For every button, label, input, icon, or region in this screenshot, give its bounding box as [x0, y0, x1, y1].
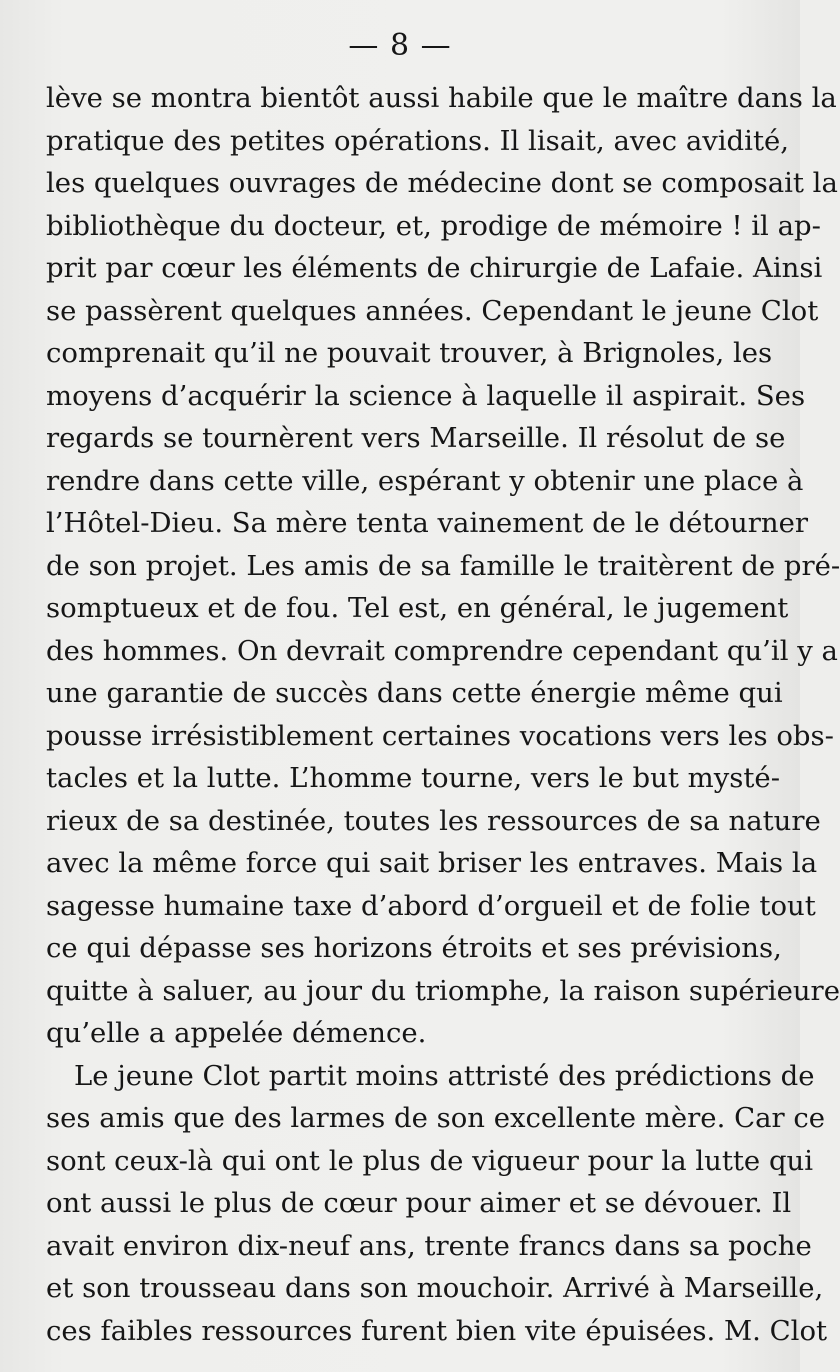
- text-line: avec la même force qui sait briser les entraves. Mais la: [46, 847, 818, 879]
- text-line: somptueux et de fou. Tel est, en général, le jugement: [46, 592, 789, 624]
- text-line: se passèrent quelques années. Cependant le jeune Clot: [46, 294, 819, 327]
- text-line: ses amis que des larmes de son excellente mère. Car ce: [46, 1102, 826, 1134]
- paragraph-start-line: Le jeune Clot partit moins attristé des prédictions de: [74, 1059, 815, 1092]
- text-line: rieux de sa destinée, toutes les ressources de sa nature: [46, 804, 821, 837]
- text-line: ce qui dépasse ses horizons étroits et ses prévisions,: [46, 932, 782, 964]
- text-line: pratique des petites opérations. Il lisait, avec avidité,: [46, 124, 790, 157]
- text-line: sagesse humaine taxe d’abord d’orgueil et de folie tout: [46, 889, 816, 922]
- text-line: avait environ dix-neuf ans, trente francs dans sa poche: [46, 1229, 812, 1262]
- text-line: lève se montra bientôt aussi habile que le maître dans la: [46, 82, 837, 114]
- text-line: prit par cœur les éléments de chirurgie de Lafaie. Ainsi: [46, 252, 823, 284]
- text-line: comprenait qu’il ne pouvait trouver, à Brignoles, les: [46, 337, 773, 369]
- text-line: regards se tournèrent vers Marseille. Il résolut de se: [46, 422, 786, 454]
- text-line: quitte à saluer, au jour du triomphe, la raison supérieure: [46, 974, 840, 1007]
- text-line: des hommes. On devrait comprendre cependant qu’il y a: [46, 634, 838, 667]
- text-line: pousse irrésistiblement certaines vocations vers les obs-: [46, 719, 834, 752]
- paragraph-end-line: qu’elle a appelée démence.: [46, 1017, 427, 1049]
- body-text: [46, 77, 840, 1352]
- text-line: de son projet. Les amis de sa famille le traitèrent de pré-: [46, 549, 840, 582]
- text-line: l’Hôtel-Dieu. Sa mère tenta vainement de le détourner: [46, 507, 808, 539]
- text-line: ont aussi le plus de cœur pour aimer et se dévouer. Il: [46, 1187, 792, 1219]
- text-line: une garantie de succès dans cette énergie même qui: [46, 677, 783, 709]
- text-line: sont ceux-là qui ont le plus de vigueur pour la lutte qui: [46, 1144, 814, 1177]
- text-line: rendre dans cette ville, espérant y obtenir une place à: [46, 464, 804, 497]
- text-line: et son trousseau dans son mouchoir. Arrivé à Marseille,: [46, 1272, 824, 1304]
- text-line: ces faibles ressources furent bien vite épuisées. M. Clot: [46, 1314, 828, 1347]
- text-line: tacles et la lutte. L’homme tourne, vers le but mysté-: [46, 762, 780, 794]
- page-number: — 8 —: [348, 28, 452, 63]
- text-line: bibliothèque du docteur, et, prodige de mémoire ! il ap-: [46, 209, 821, 242]
- text-line: moyens d’acquérir la science à laquelle il aspirait. Ses: [46, 379, 806, 412]
- text-line: les quelques ouvrages de médecine dont se composait la: [46, 167, 838, 199]
